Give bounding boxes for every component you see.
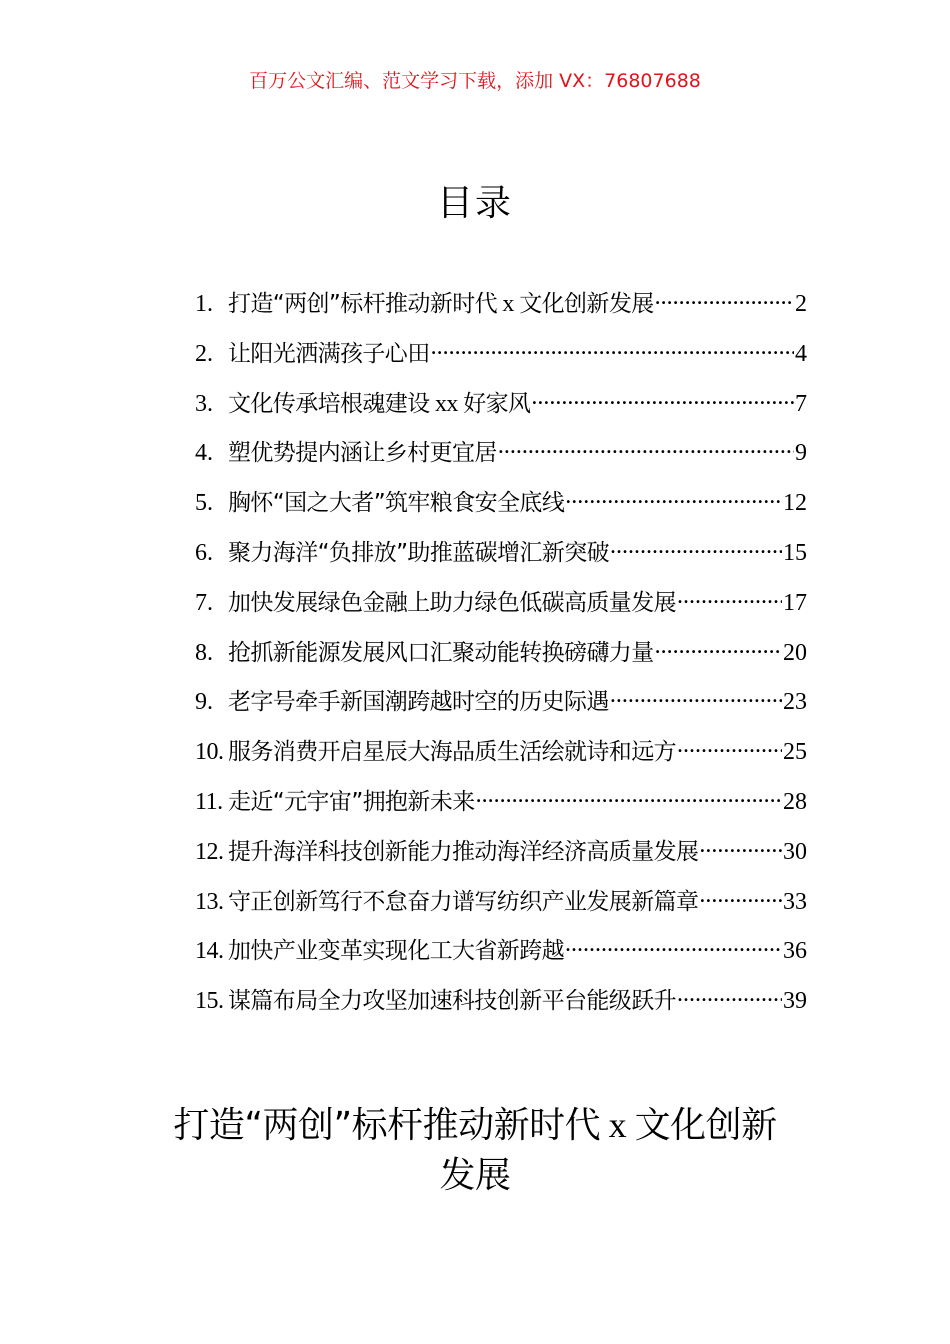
toc-entry-page: 7: [795, 390, 807, 417]
toc-entry[interactable]: [195, 731, 807, 781]
toc-entry-number: 14.: [195, 938, 224, 965]
toc-entry[interactable]: [195, 432, 807, 482]
header-banner: 百万公文汇编、范文学习下载，添加 VX：76807688: [249, 70, 701, 92]
dot-leader: [565, 482, 782, 510]
dot-leader: [677, 980, 782, 1008]
toc-entry-number: 5.: [195, 490, 213, 517]
toc-entry-page: 2: [795, 291, 807, 317]
toc-entry-title: 提升海洋科技创新能力推动海洋经济高质量发展: [228, 838, 699, 865]
toc-entry[interactable]: [195, 980, 807, 1030]
toc-entry-number: 10.: [195, 739, 224, 766]
toc-entry-title: 谋篇布局全力攻坚加速科技创新平台能级跃升: [228, 988, 677, 1015]
dot-leader: [565, 930, 782, 958]
toc-entry-page: 39: [783, 988, 807, 1015]
toc-entry[interactable]: [195, 632, 807, 682]
table-of-contents: [195, 283, 807, 1030]
toc-entry[interactable]: [195, 532, 807, 582]
dot-leader: [431, 333, 794, 361]
toc-entry[interactable]: [195, 930, 807, 980]
dot-leader: [498, 432, 794, 460]
toc-entry-title: 让阳光洒满孩子心田: [228, 340, 430, 367]
toc-entry[interactable]: [195, 383, 807, 433]
toc-entry-number: 12.: [195, 838, 224, 865]
toc-entry-number: 11.: [195, 788, 223, 815]
toc-entry-number: 1.: [195, 291, 213, 317]
dot-leader: [610, 532, 782, 560]
toc-entry-page: 12: [783, 490, 807, 517]
toc-entry-page: 30: [783, 838, 807, 865]
dot-leader: [476, 781, 782, 809]
toc-entry-page: 23: [783, 689, 807, 716]
toc-entry-number: 7.: [195, 589, 213, 616]
toc-entry-page: 17: [783, 589, 807, 616]
toc-entry-number: 13.: [195, 888, 224, 915]
dot-leader: [699, 831, 782, 859]
toc-entry-number: 6.: [195, 539, 213, 566]
dot-leader: [655, 283, 794, 311]
toc-entry-page: 25: [783, 739, 807, 766]
toc-entry-title: 服务消费开启星辰大海品质生活绘就诗和远方: [228, 739, 677, 766]
dot-leader: [610, 681, 782, 709]
toc-entry[interactable]: [195, 881, 807, 931]
toc-entry-number: 15.: [195, 988, 224, 1015]
toc-entry-number: 3.: [195, 390, 213, 417]
section-title-line1: 打造“两创”标杆推动新时代 x 文化创新: [173, 1105, 777, 1146]
toc-entry-title: 老字号牵手新国潮跨越时空的历史际遇: [228, 689, 609, 716]
toc-title: 目录: [436, 183, 513, 224]
toc-entry-number: 4.: [195, 440, 213, 467]
toc-entry[interactable]: [195, 831, 807, 881]
toc-entry-page: 33: [783, 888, 807, 915]
toc-entry-title: 加快发展绿色金融上助力绿色低碳高质量发展: [228, 589, 677, 616]
toc-entry-title: 守正创新笃行不怠奋力谱写纺织产业发展新篇章: [228, 888, 699, 915]
toc-entry-page: 20: [783, 639, 807, 666]
dot-leader: [699, 881, 782, 909]
dot-leader: [531, 383, 794, 411]
section-title: [140, 1100, 810, 1201]
toc-entry[interactable]: [195, 283, 807, 333]
toc-entry-page: 36: [783, 938, 807, 965]
toc-entry-page: 9: [795, 440, 807, 467]
toc-entry-title: 胸怀“国之大者”筑牢粮食安全底线: [228, 490, 565, 517]
toc-entry[interactable]: [195, 681, 807, 731]
section-title-line2: 发展: [439, 1155, 511, 1196]
dot-leader: [655, 632, 782, 660]
toc-entry-page: 4: [795, 340, 807, 367]
toc-entry-title: 聚力海洋“负排放”助推蓝碳增汇新突破: [228, 539, 610, 566]
dot-leader: [677, 582, 782, 610]
toc-entry-number: 9.: [195, 689, 213, 716]
toc-entry[interactable]: [195, 333, 807, 383]
toc-entry-title: 抢抓新能源发展风口汇聚动能转换磅礴力量: [228, 639, 654, 666]
toc-entry-title: 塑优势提内涵让乡村更宜居: [228, 440, 497, 467]
toc-entry[interactable]: [195, 582, 807, 632]
dot-leader: [677, 731, 782, 759]
toc-entry-number: 2.: [195, 340, 213, 367]
toc-entry-number: 8.: [195, 639, 213, 666]
toc-entry[interactable]: [195, 781, 807, 831]
toc-entry-page: 15: [783, 539, 807, 566]
toc-entry-title: 加快产业变革实现化工大省新跨越: [228, 938, 565, 965]
toc-entry[interactable]: [195, 482, 807, 532]
toc-entry-title: 走近“元宇宙”拥抱新未来: [228, 788, 475, 815]
toc-entry-page: 28: [783, 788, 807, 815]
toc-entry-title: 文化传承培根魂建设 xx 好家风: [228, 390, 531, 417]
toc-entry-title: 打造“两创”标杆推动新时代 x 文化创新发展: [228, 291, 654, 317]
